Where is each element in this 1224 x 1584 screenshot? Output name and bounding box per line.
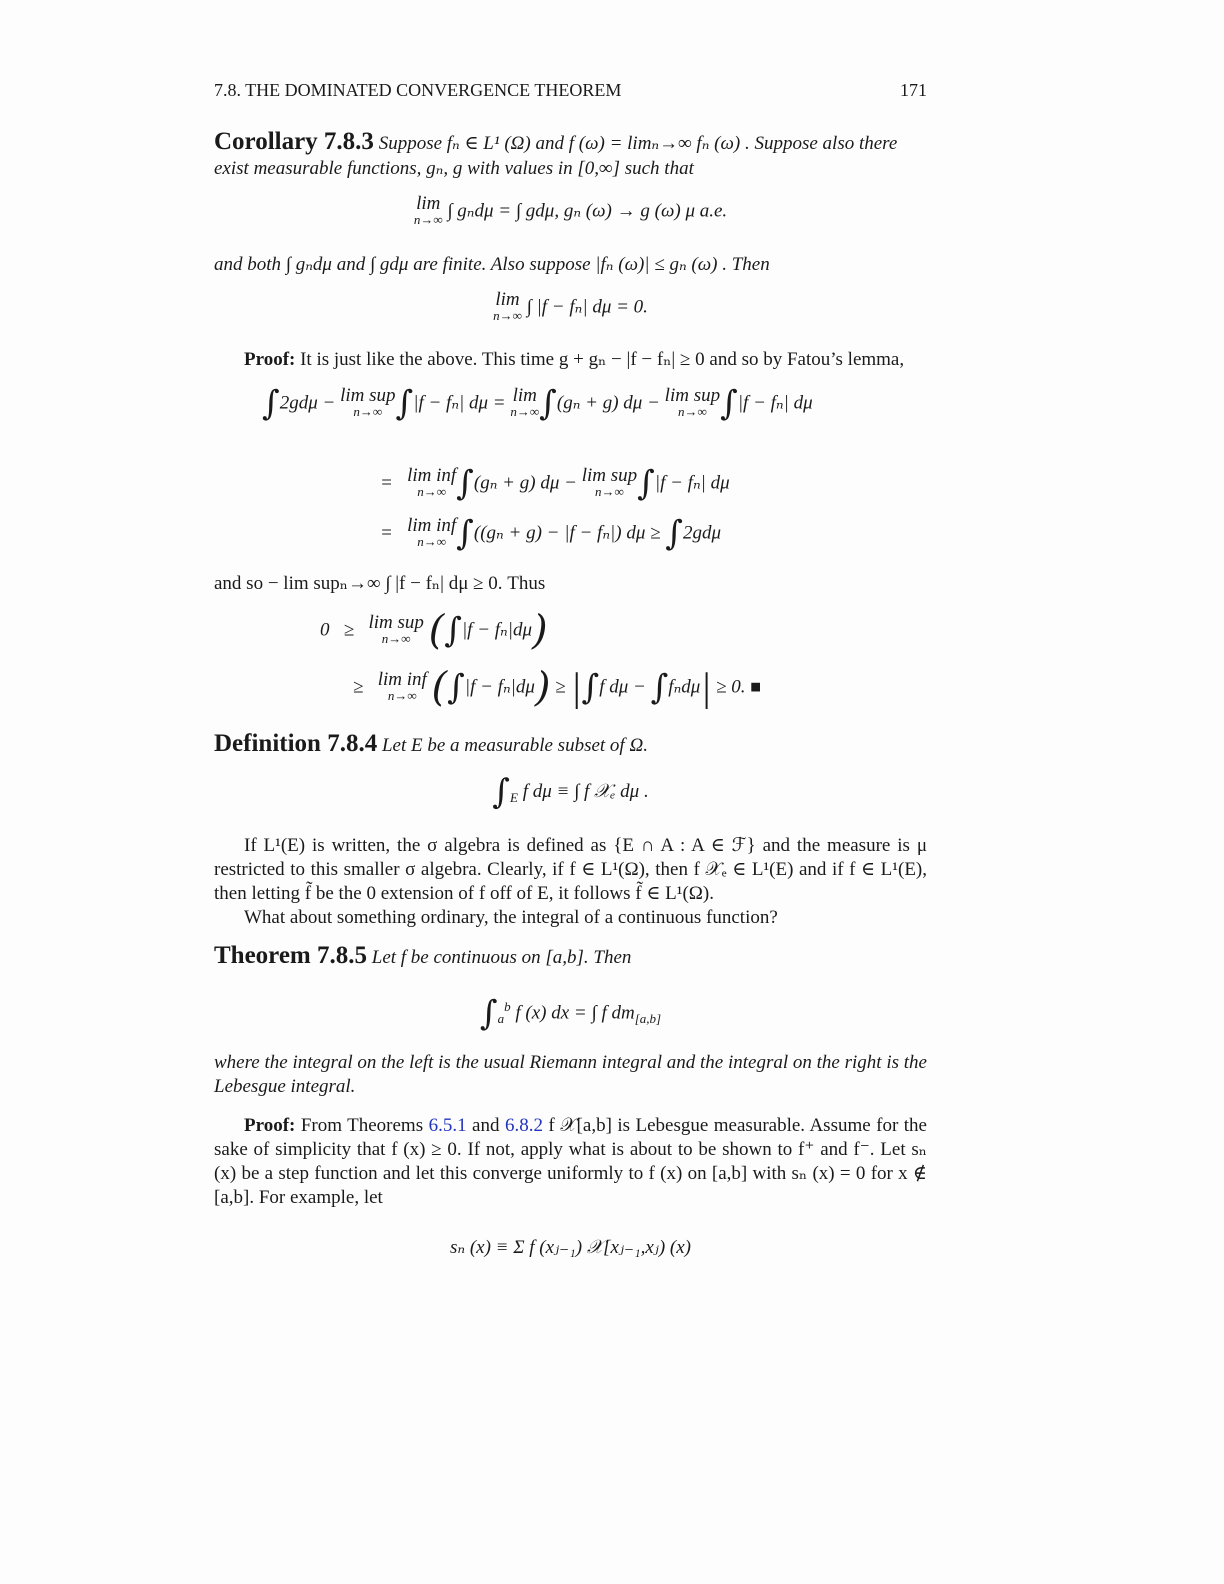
fatou-equation-line1: ∫2gdμ − lim sup n→∞ ∫|f − fₙ| dμ = lim n→∞ ∫(gₙ + g) dμ − lim sup n→∞ ∫|f − fₙ| dμ <box>262 383 813 424</box>
theorem-statement <box>214 944 927 970</box>
corollary-statement <box>214 130 927 156</box>
thus-inequality-line2: ≥ lim inf n→∞ (∫|f − fₙ|dμ) ≥ |∫f dμ − ∫fₙdμ| ≥ 0. ■ <box>353 664 762 711</box>
corollary-eq1: lim n→∞ ∫ gₙdμ = ∫ gdμ, gₙ (ω) → g (ω) μ a.e. <box>413 193 728 227</box>
theorem-after: where the integral on the left is the usual Riemann integral and the integral on the right is the Lebesgue integral. <box>214 1052 927 1097</box>
definition-para2: What about something ordinary, the integral of a continuous function? <box>244 907 778 928</box>
definition-text: Let E be a measurable subset of Ω. <box>381 735 648 756</box>
theorem-text: Let f be continuous on [a,b]. Then <box>371 947 632 968</box>
thus-inequality-line1: 0 ≥ lim sup n→∞ (∫|f − fₙ|dμ) <box>320 607 548 654</box>
corollary-line2: exist measurable functions, gₙ, g with values in [0,∞] such that <box>214 158 694 179</box>
definition-para1: If L¹(E) is written, the σ algebra is defined as {E ∩ A : A ∈ ℱ} and the measure is μ restricted to this smaller σ algebra. Clearly, if f ∈ L¹(Ω), then f 𝒳ₑ ∈ L¹(E) and if f ∈ L¹(E), then letting f̃ be the 0 extension of f off of E, it follows f̃ ∈ L¹(Ω). <box>214 835 927 904</box>
corollary-condition: and both ∫ gₙdμ and ∫ gdμ are finite. Also suppose |fₙ (ω)| ≤ gₙ (ω) . Then <box>214 254 770 275</box>
page-number: 171 <box>900 80 927 100</box>
proof-label: Proof: <box>244 349 296 370</box>
step-function-eq: sₙ (x) ≡ Σ f (xⱼ₋₁) 𝒳[xⱼ₋₁,xⱼ) (x) <box>449 1237 691 1258</box>
lim-operator: lim n→∞ <box>413 193 443 227</box>
definition-statement <box>214 732 927 758</box>
proof1-paragraph <box>214 348 927 372</box>
lim-operator: lim n→∞ <box>493 289 522 323</box>
proof-label: Proof: <box>244 1115 296 1136</box>
running-header <box>214 78 927 102</box>
corollary-line1: Suppose fₙ ∈ L¹ (Ω) and f (ω) = limₙ→∞ fₙ (ω) . Suppose also there <box>378 133 898 154</box>
proof2-paragraph: Proof: From Theorems 6.5.1 and 6.8.2 f 𝒳[a,b] is Lebesgue measurable. Assume for the sake of simplicity that f (x) ≥ 0. If not, apply what is about to be shown to f⁺ and f⁻. Let sₙ (x) be a step function and let this converge uniformly to f (x) on [a,b] with sₙ (x) = 0 for x ∉ [a,b]. For example, let <box>214 1115 928 1208</box>
corollary-label: Corollary 7.8.3 <box>214 128 374 155</box>
theorem-label: Theorem 7.8.5 <box>214 942 367 969</box>
theorem-ref-link[interactable]: 6.8.2 <box>504 1115 543 1136</box>
proof1-text: It is just like the above. This time g + gₙ − |f − fₙ| ≥ 0 and so by Fatou’s lemma, <box>300 349 905 370</box>
corollary-eq2: lim n→∞ ∫ |f − fₙ| dμ = 0. <box>493 289 648 323</box>
theorem-eq: $\int_a^b$ f (x) dx = ∫ f $dm_{[a,b]}$ <box>479 993 662 1034</box>
definition-label: Definition 7.8.4 <box>214 730 378 757</box>
section-title: 7.8. THE DOMINATED CONVERGENCE THEOREM <box>214 80 622 100</box>
fatou-equation-line2: = lim inf n→∞ ∫(gₙ + g) dμ − lim sup n→∞ ∫|f − fₙ| dμ <box>380 463 730 504</box>
proof1-after: and so − lim supₙ→∞ ∫ |f − fₙ| dμ ≥ 0. Thus <box>214 573 546 594</box>
definition-eq: $\int_E$ f dμ ≡ ∫ f 𝒳ₑ dμ . <box>492 772 649 812</box>
fatou-equation-line3: = lim inf n→∞ ∫((gₙ + g) − |f − fₙ|) dμ ≥ ∫2gdμ <box>380 513 722 554</box>
theorem-ref-link[interactable]: 6.5.1 <box>428 1115 467 1136</box>
qed-square-icon: ■ <box>750 676 762 697</box>
